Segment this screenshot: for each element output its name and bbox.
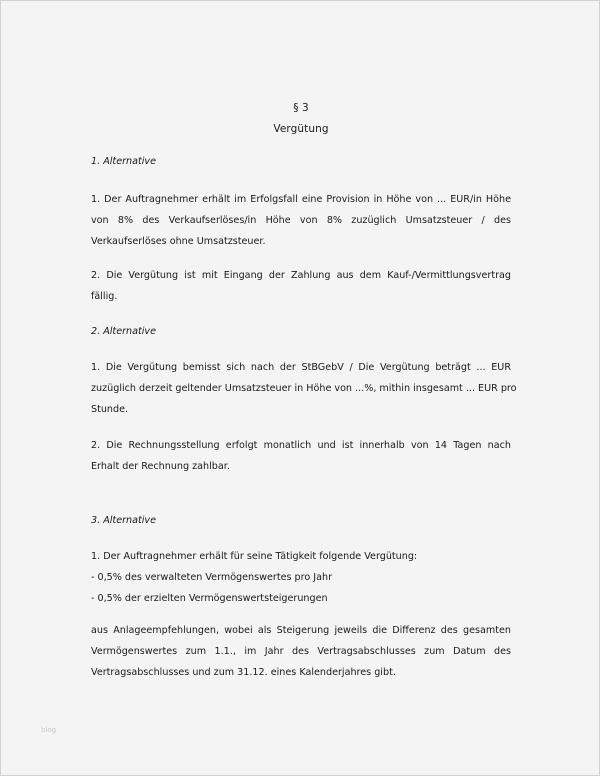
alternative-2-paragraph-2 [91,435,511,477]
alternative-3-paragraph-2 [91,620,511,683]
text-line: 1. Die Vergütung bemisst sich nach der StBGebV / Die Vergütung beträgt ... EUR [91,362,511,373]
text-line: 1. Der Auftragnehmer erhält für seine Tätigkeit folgende Vergütung: [91,551,418,562]
alternative-2-label: 2. Alternative [91,326,157,337]
list-item: - 0,5% der erzielten Vermögenswertsteigerungen [91,593,328,604]
text-line: von 8% des Verkaufserlöses/in Höhe von 8% zuzüglich Umsatzsteuer / des [91,215,511,226]
text-line: aus Anlageempfehlungen, wobei als Steigerung jeweils die Differenz des gesamten [91,625,511,636]
alternative-1-label: 1. Alternative [91,156,157,167]
alternative-1-paragraph-1 [91,189,511,252]
text-line: 2. Die Vergütung ist mit Eingang der Zahlung aus dem Kauf-/Vermittlungsvertrag [91,270,511,281]
alternative-3-paragraph-1 [91,546,511,609]
alternative-3-label: 3. Alternative [91,515,157,526]
text-line: Vermögenswertes zum 1.1., im Jahr des Vertragsabschlusses zum Datum des [91,646,511,657]
text-line: 1. Der Auftragnehmer erhält im Erfolgsfall eine Provision in Höhe von ... EUR/in Höhe [91,194,511,205]
alternative-1-paragraph-2 [91,265,511,307]
text-line: Stunde. [91,404,129,415]
text-line: fällig. [91,291,118,302]
text-line: Erhalt der Rechnung zahlbar. [91,461,230,472]
alternative-2-paragraph-1 [91,357,517,420]
section-number: § 3 [293,102,309,114]
section-title: Vergütung [273,123,329,135]
list-item: - 0,5% des verwalteten Vermögenswertes pro Jahr [91,572,333,583]
watermark: blog [41,726,57,734]
text-line: Verkaufserlöses ohne Umsatzsteuer. [91,236,266,247]
text-line: 2. Die Rechnungsstellung erfolgt monatlich und ist innerhalb von 14 Tagen nach [91,440,511,451]
text-line: Vertragsabschlusses und zum 31.12. eines Kalenderjahres gibt. [91,667,396,678]
text-line: zuzüglich derzeit geltender Umsatzsteuer in Höhe von ...%, mithin insgesamt ... EUR pro [91,383,517,394]
